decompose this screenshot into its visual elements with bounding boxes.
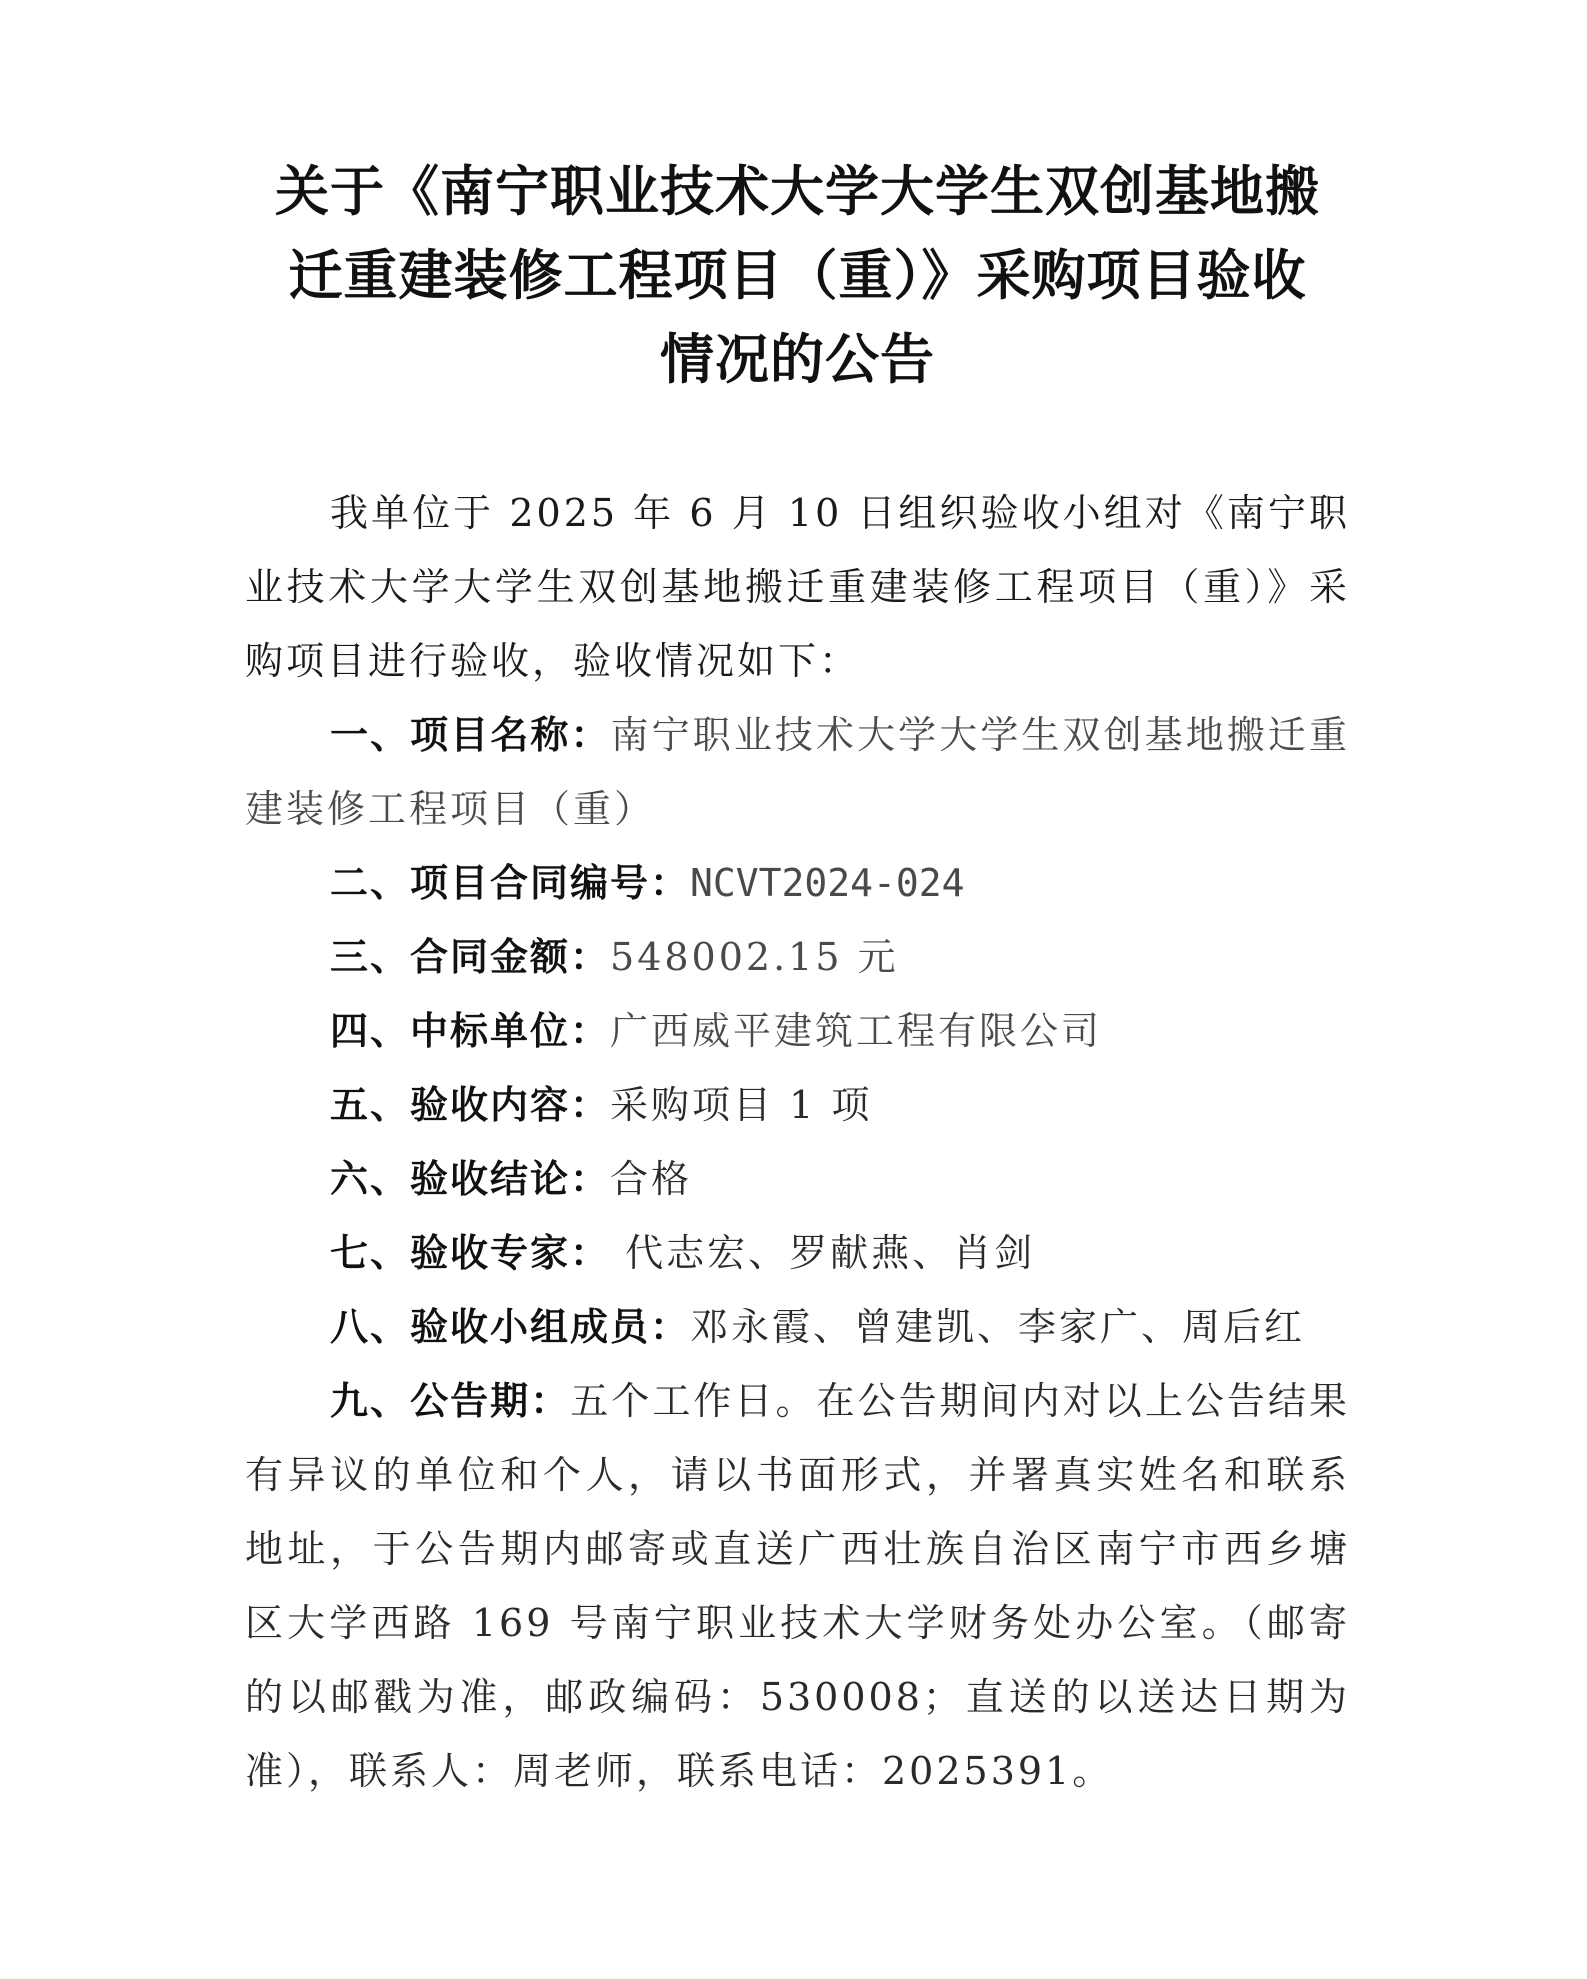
item-label: 四、中标单位： — [330, 1009, 611, 1053]
item-value: 采购项目 1 项 — [610, 1083, 873, 1127]
title-line-2: 迁重建装修工程项目（重）》采购项目验收 — [288, 244, 1307, 307]
item-label: 三、合同金额： — [330, 935, 611, 979]
item-project-name — [245, 698, 1350, 846]
announcement-page — [245, 150, 1350, 1808]
item-acceptance-members — [245, 1290, 1350, 1364]
intro-paragraph: 我单位于 2025 年 6 月 10 日组织验收小组对《南宁职业技术大学大学生双创基地搬迁重建装修工程项目（重）》采购项目进行验收，验收情况如下： — [245, 491, 1350, 683]
item-value: 广西威平建筑工程有限公司 — [610, 1009, 1103, 1053]
item-announcement-period — [245, 1364, 1350, 1808]
item-value: 南宁职业技术大学大学生双创基地搬迁重建装修工程项目（重） — [245, 713, 1350, 831]
item-label: 七、验收专家： — [330, 1231, 611, 1275]
item-contract-amount — [245, 920, 1350, 994]
item-value: 548002.15 元 — [610, 935, 899, 979]
item-value: NCVT2024-024 — [690, 861, 965, 905]
document-body — [245, 476, 1350, 1808]
item-label: 二、项目合同编号： — [330, 861, 691, 905]
item-label: 一、项目名称： — [330, 713, 611, 757]
item-value: 五个工作日。在公告期间内对以上公告结果有异议的单位和个人，请以书面形式，并署真实姓名和联系地址，于公告期内邮寄或直送广西壮族自治区南宁市西乡塘区大学西路 169 号南宁职业技术大学财务处办公室。（邮寄的以邮戳为准，邮政编码：530008；直送的以送达日期为准），联系人：周老师，联系电话：2025391。 — [245, 1379, 1350, 1793]
item-value: 代志宏、罗献燕、肖剑 — [610, 1231, 1036, 1275]
item-acceptance-experts — [245, 1216, 1350, 1290]
item-value: 邓永霞、曾建凯、李家广、周后红 — [690, 1305, 1306, 1349]
item-acceptance-content — [245, 1068, 1350, 1142]
item-label: 八、验收小组成员： — [330, 1305, 691, 1349]
title-line-1: 关于《南宁职业技术大学大学生双创基地搬 — [275, 160, 1320, 223]
title-line-3: 情况的公告 — [660, 328, 935, 391]
item-label: 六、验收结论： — [330, 1157, 611, 1201]
item-contract-number — [245, 846, 1350, 920]
item-winning-bidder — [245, 994, 1350, 1068]
item-label: 五、验收内容： — [330, 1083, 611, 1127]
item-label: 九、公告期： — [330, 1379, 571, 1423]
item-value: 合格 — [610, 1157, 693, 1201]
item-acceptance-conclusion — [245, 1142, 1350, 1216]
document-title — [245, 150, 1350, 402]
